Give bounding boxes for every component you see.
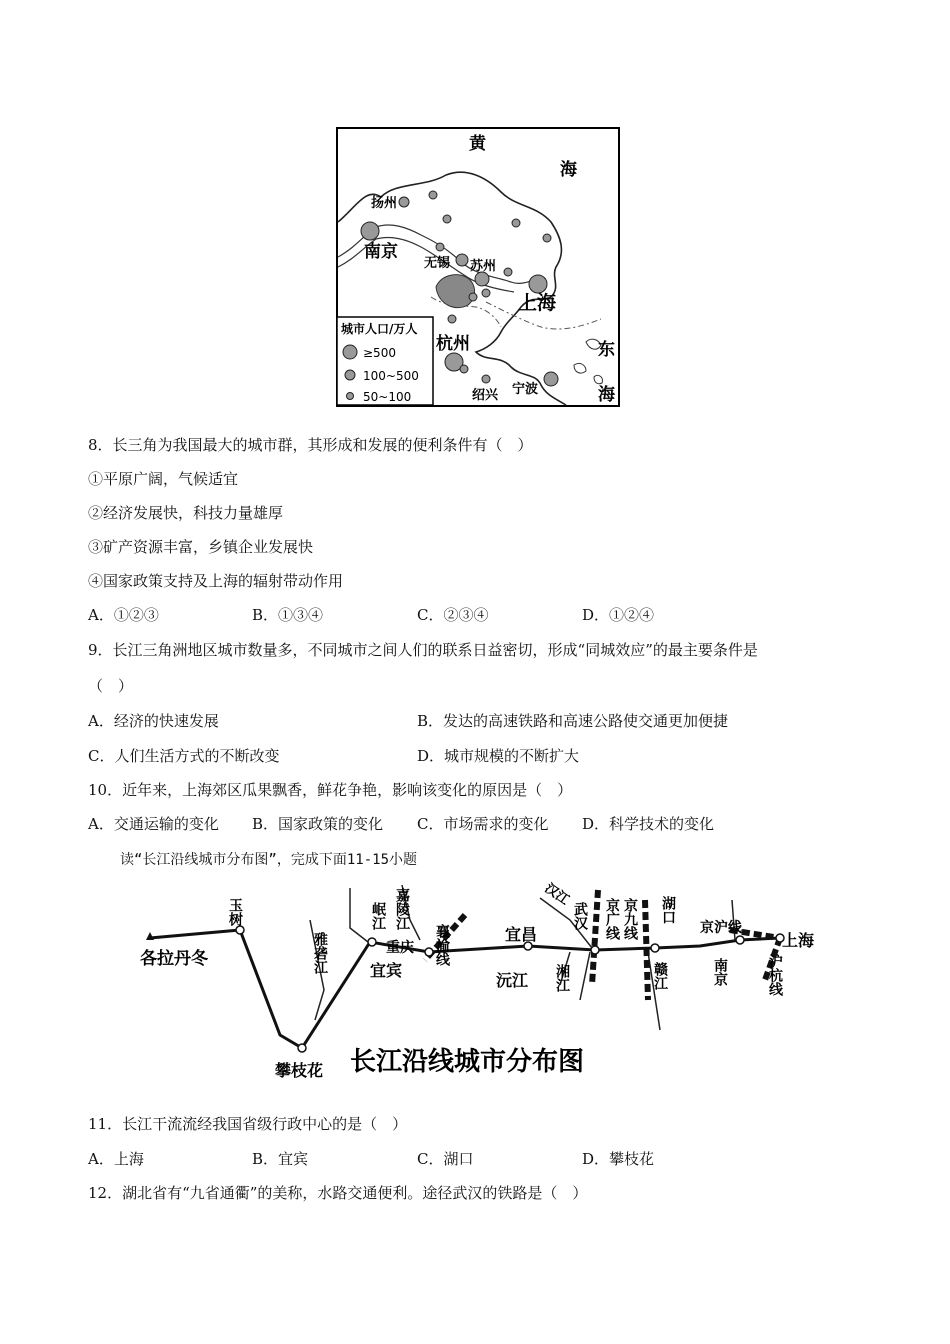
legend-title: 城市人口/万人	[341, 322, 418, 336]
legend-label-small: 50~100	[363, 390, 412, 404]
label-huhangxian: 沪杭线	[767, 954, 783, 996]
river-xiang	[580, 952, 590, 1000]
city-dot-wuxi	[456, 254, 468, 266]
label-jingjiuxian: 京九线	[622, 898, 638, 940]
railway-jingguang	[592, 890, 598, 985]
city-dot-yangzhou	[399, 197, 409, 207]
city-dot-ningbo	[544, 372, 558, 386]
city-label-wuxi: 无锡	[424, 256, 451, 271]
legend-symbol-large	[343, 345, 357, 359]
legend-symbol-small	[347, 393, 354, 400]
q9-option-c[interactable]: C．人们生活方式的不断改变	[88, 747, 280, 765]
city-label-hangzhou: 杭州	[436, 334, 470, 354]
label-ganjiang: 赣江	[652, 962, 668, 990]
q9-option-d[interactable]: D．城市规模的不断扩大	[417, 747, 580, 765]
q8-item-3: ③矿产资源丰富，乡镇企业发展快	[88, 538, 314, 556]
q8-option-a[interactable]: A．①②③	[88, 606, 159, 624]
node-yibin	[368, 938, 376, 946]
q10-option-c[interactable]: C．市场需求的变化	[417, 815, 549, 833]
yangtze-delta-map	[336, 127, 620, 407]
sea-label-hai-2: 海	[598, 385, 615, 405]
q11-option-a[interactable]: A．上海	[88, 1150, 144, 1168]
q9-stem-cont: （ ）	[88, 677, 134, 695]
sea-label-dong: 东	[598, 340, 615, 360]
label-hanjiang: 汉江	[541, 880, 572, 909]
q10-option-a[interactable]: A．交通运输的变化	[88, 815, 219, 833]
node-hukou	[651, 944, 659, 952]
q8-item-1: ①平原广阔，气候适宜	[88, 470, 239, 488]
label-xiangjiang: 湘江	[554, 964, 570, 992]
q9-stem: 9．长江三角洲地区城市数量多，不同城市之间人们的联系日益密切，形成“同城效应”的最主要条件是	[88, 641, 758, 659]
label-yushu: 玉树	[227, 898, 243, 926]
node-wuhan	[591, 946, 599, 954]
city-dot	[429, 191, 437, 199]
railway-jingjiu	[645, 900, 648, 1000]
label-panzhihua: 攀枝花	[275, 1061, 324, 1080]
label-nanjing: 南京	[712, 958, 728, 986]
q11-option-d[interactable]: D．攀枝花	[582, 1150, 655, 1168]
city-dot	[482, 289, 490, 297]
city-label-shaoxing: 绍兴	[472, 388, 499, 403]
label-yichang: 宜昌	[505, 925, 538, 944]
node-yushu	[236, 926, 244, 934]
map-legend	[337, 317, 433, 405]
q9-option-a[interactable]: A．经济的快速发展	[88, 712, 219, 730]
q11-stem: 11．长江干流流经我国省级行政中心的是（ ）	[88, 1115, 408, 1133]
city-label-nanjing: 南京	[364, 242, 398, 262]
city-label-yangzhou: 扬州	[371, 196, 398, 211]
city-dot	[512, 219, 520, 227]
legend-label-large: ≥500	[363, 346, 396, 360]
label-jinghuxian: 京沪线	[700, 920, 742, 936]
city-dot-suzhou	[475, 272, 489, 286]
q12-stem: 12．湖北省有“九省通衢”的美称，水路交通便利。途径武汉的铁路是（ ）	[88, 1184, 588, 1202]
label-chongqing: 重庆	[386, 940, 414, 956]
q11-option-c[interactable]: C．湖口	[417, 1150, 474, 1168]
map2-title: 长江沿线城市分布图	[350, 1047, 585, 1077]
river-min	[350, 888, 368, 942]
city-label-shanghai: 上海	[518, 292, 557, 314]
label-yuanjiang: 沅江	[496, 971, 529, 990]
city-dot-nanjing	[361, 222, 379, 240]
q9-option-b[interactable]: B．发达的高速铁路和高速公路使交通更加便捷	[417, 712, 729, 730]
city-dot	[543, 234, 551, 242]
city-dot	[460, 365, 468, 373]
yangtze-cities-map	[140, 880, 830, 1090]
node-chongqing	[425, 948, 433, 956]
city-dot	[436, 243, 444, 251]
source-marker	[146, 932, 154, 940]
q10-option-b[interactable]: B．国家政策的变化	[252, 815, 384, 833]
q10-stem: 10．近年来，上海郊区瓜果飘香，鲜花争艳，影响该变化的原因是（ ）	[88, 781, 573, 799]
map2-intro: 读“长江沿线城市分布图”，完成下面11-15小题	[120, 852, 417, 868]
city-dot	[443, 215, 451, 223]
city-dot-shanghai	[529, 275, 547, 293]
label-minjiang: 岷江	[370, 902, 386, 930]
q10-option-d[interactable]: D．科学技术的变化	[582, 815, 715, 833]
q8-option-c[interactable]: C．②③④	[417, 606, 489, 624]
q8-stem: 8．长三角为我国最大的城市群，其形成和发展的便利条件有（ ）	[88, 436, 533, 454]
label-jialingjiang: 嘉陵江	[394, 888, 410, 930]
label-xiangyuxian: 襄渝线	[434, 924, 450, 966]
q11-option-b[interactable]: B．宜宾	[252, 1150, 309, 1168]
city-label-suzhou: 苏州	[470, 259, 497, 274]
label-shanghai: 上海	[782, 931, 815, 950]
node-panzhihua	[298, 1044, 306, 1052]
label-wuhan: 武汉	[572, 902, 588, 930]
q8-item-2: ②经济发展快，科技力量雄厚	[88, 504, 284, 522]
city-dot-shaoxing	[482, 375, 490, 383]
label-yibin: 宜宾	[370, 961, 403, 980]
label-hukou: 湖口	[660, 896, 676, 924]
city-label-ningbo: 宁波	[512, 382, 539, 397]
city-dot	[448, 315, 456, 323]
legend-label-medium: 100~500	[363, 369, 419, 383]
city-dot	[504, 268, 512, 276]
sea-label-huang: 黄	[469, 134, 486, 154]
yangtze-mainstream	[150, 930, 780, 1048]
q8-option-d[interactable]: D．①②④	[582, 606, 655, 624]
q8-item-4: ④国家政策支持及上海的辐射带动作用	[88, 572, 344, 590]
legend-symbol-medium	[345, 370, 355, 380]
sea-label-hai: 海	[560, 160, 577, 180]
label-jingguangxian: 京广线	[604, 898, 620, 940]
city-dot	[469, 293, 477, 301]
label-yalongjiang: 雅砻江	[312, 932, 328, 974]
label-gelandandong: 各拉丹冬	[140, 949, 208, 969]
node-nanjing	[736, 936, 744, 944]
q8-option-b[interactable]: B．①③④	[252, 606, 324, 624]
